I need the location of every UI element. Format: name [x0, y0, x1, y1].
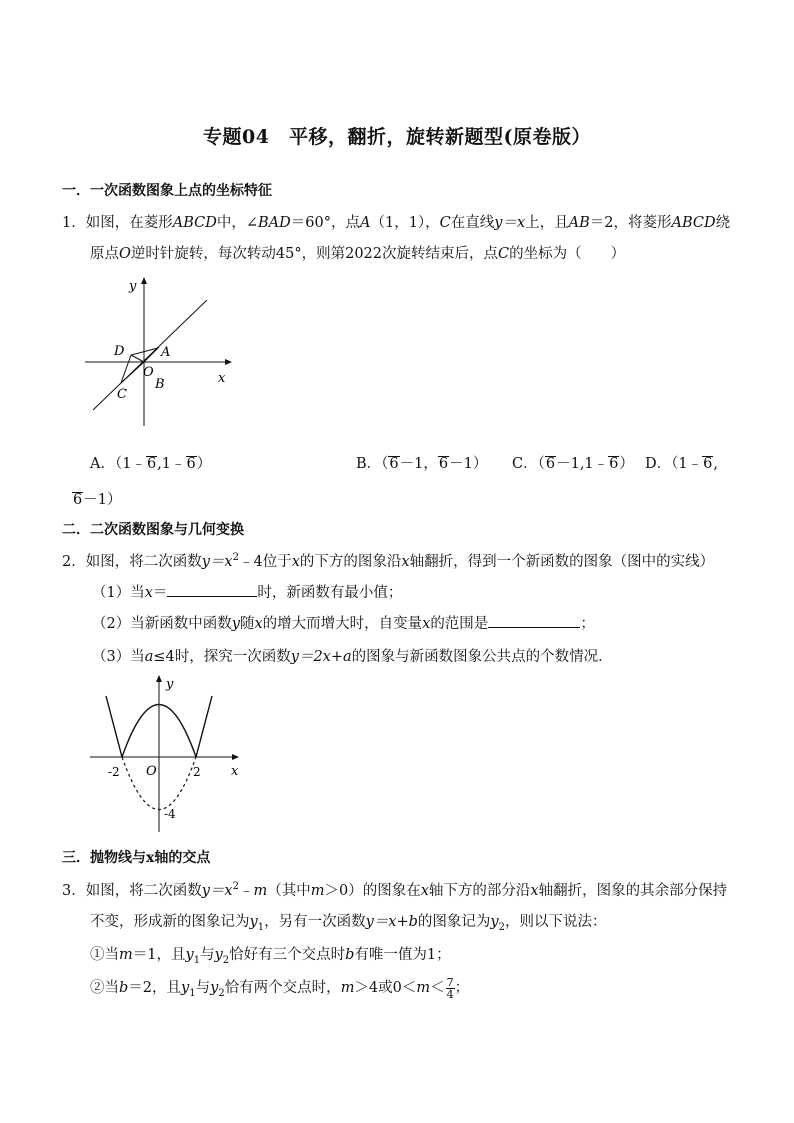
- label-2: 2: [193, 765, 201, 779]
- section-heading-3: 三．抛物线与x轴的交点: [62, 850, 211, 866]
- q3-text: ①当: [90, 947, 119, 963]
- q3-text: ，另有一次函数: [264, 914, 366, 930]
- q1-text: ＝60°，点: [290, 215, 360, 231]
- sqrt-6: 6: [545, 456, 556, 472]
- sqrt-6: 6: [703, 456, 713, 472]
- q3-var: b: [119, 980, 129, 996]
- q1-var: BAD: [258, 215, 291, 231]
- q1-var: O: [119, 246, 131, 262]
- q1-var: C: [498, 246, 510, 262]
- line-y-equals-x: [93, 300, 207, 410]
- q1-var: A: [359, 215, 371, 231]
- label-x: x: [231, 764, 239, 779]
- label-a: A: [161, 345, 171, 360]
- q3-var: m: [253, 883, 268, 899]
- q1-option-a[interactable]: [90, 452, 211, 473]
- q3-text: ＞0）的图象在: [324, 883, 421, 899]
- label-d: D: [114, 344, 125, 359]
- q2-text: （2）当新函数中函数: [92, 616, 232, 632]
- q2-var: x: [291, 554, 300, 570]
- option-text: －1）: [449, 456, 488, 472]
- q1-var: AB: [568, 215, 590, 231]
- q1-option-d-part1[interactable]: [645, 452, 718, 473]
- q3-var: x: [420, 883, 429, 899]
- label-minus-2: -2: [108, 765, 120, 779]
- page-title: 专题04 平移，翻折，旋转新题型(原卷版）: [203, 126, 591, 148]
- q1-var: C: [439, 215, 451, 231]
- q1-text: 原点: [90, 246, 119, 262]
- q1-text: 的坐标为（ ）: [509, 246, 626, 262]
- q2-text: （3）当: [92, 649, 145, 665]
- q2-var: x: [401, 554, 410, 570]
- sqrt-6: 6: [389, 456, 399, 472]
- q2-var: x: [254, 616, 263, 632]
- option-text: B．（: [356, 456, 389, 472]
- q3-subscript: 1: [193, 954, 201, 966]
- sqrt-6: 6: [146, 456, 157, 472]
- q1-text: 如图，在菱形: [85, 215, 173, 231]
- q3-var: m: [310, 883, 325, 899]
- sqrt-6: 6: [73, 492, 83, 508]
- parabola-right-arm: [196, 696, 212, 757]
- q1-option-d-part2[interactable]: [72, 488, 121, 509]
- q3-text: 恰有两个交点时，: [224, 980, 341, 996]
- q3-statement-1: [90, 943, 451, 966]
- option-text: ,1﹣: [157, 456, 186, 472]
- option-text: －1,1﹣: [556, 456, 609, 472]
- option-text: ）: [619, 456, 634, 472]
- q1-line-2: [90, 242, 625, 263]
- q3-text: 有唯一值为1；: [354, 947, 451, 963]
- q3-var: m: [416, 980, 431, 996]
- q3-equation: y＝x: [201, 883, 233, 899]
- q3-equation: y＝x+b: [365, 914, 418, 930]
- q3-text: ②当: [90, 980, 119, 996]
- q3-var: m: [119, 947, 133, 963]
- label-minus-4: -4: [164, 807, 176, 821]
- q3-text: 的图象记为: [417, 914, 491, 930]
- q3-exponent: 2: [232, 881, 239, 893]
- q3-subscript: 1: [189, 987, 196, 999]
- q2-figure-parabola: [88, 672, 248, 834]
- q3-var: y: [210, 980, 219, 996]
- q3-subscript: 1: [257, 921, 265, 933]
- fraction-7-4: [446, 977, 455, 1000]
- option-text: A．（1﹣: [90, 456, 146, 472]
- q1-equation: y＝x: [494, 215, 526, 231]
- q3-text: ﹣: [238, 883, 254, 899]
- q2-text: 轴翻折，得到一个新函数的图象（图中的实线）: [409, 554, 715, 570]
- q2-text: ≤4时，探究一次函数: [153, 649, 291, 665]
- q2-var: x: [422, 616, 431, 632]
- q3-statement-2: [90, 976, 469, 1000]
- q2-number: 2．: [62, 554, 86, 570]
- label-c: C: [117, 387, 127, 402]
- q3-var: b: [345, 947, 355, 963]
- q1-text: 在直线: [450, 215, 495, 231]
- q3-line-2: [90, 910, 606, 933]
- label-x: x: [218, 371, 226, 386]
- q3-var: y: [490, 914, 499, 930]
- q3-subscript: 2: [498, 921, 505, 933]
- q3-subscript: 2: [218, 987, 225, 999]
- q3-text: 如图，将二次函数: [85, 883, 202, 899]
- q3-text: 与: [200, 947, 215, 963]
- q2-equation: y＝x: [201, 554, 233, 570]
- q3-var: y: [249, 914, 258, 930]
- q1-figure-rhombus: [85, 272, 245, 432]
- answer-blank-1[interactable]: [167, 582, 257, 597]
- q1-text: 绕: [715, 215, 731, 231]
- q3-var: y: [181, 980, 190, 996]
- q2-text: 的图象与新函数图象公共点的个数情况．: [351, 649, 613, 665]
- q3-text: 恰好有三个交点时: [229, 947, 346, 963]
- q3-line-1: [62, 879, 727, 900]
- option-text: －1）: [83, 492, 122, 508]
- q2-equation: y＝2x+a: [290, 649, 352, 665]
- sqrt-6: 6: [609, 456, 619, 472]
- q3-var: y: [185, 947, 194, 963]
- q1-text: （1，1），: [370, 215, 440, 231]
- parabola-left-arm: [106, 696, 122, 757]
- q2-part-1: [92, 581, 402, 602]
- q3-text: ＞4或0＜: [354, 980, 417, 996]
- q1-option-c[interactable]: [512, 452, 634, 473]
- q2-text: 的范围是: [430, 616, 489, 632]
- answer-blank-2[interactable]: [488, 613, 580, 628]
- option-text: C．（: [512, 456, 545, 472]
- q1-line-1: [62, 211, 730, 232]
- q3-text: 轴翻折，图象的其余部分保持: [538, 883, 728, 899]
- q2-text: 的下方的图象沿: [299, 554, 402, 570]
- option-text: －1，: [399, 456, 438, 472]
- q2-part-3: [92, 645, 613, 666]
- section-heading-2: 二．二次函数图象与几何变换: [62, 522, 244, 538]
- fraction-denominator: 4: [446, 987, 454, 1001]
- q2-text: 的增大而增大时，自变量: [262, 616, 423, 632]
- q3-var: y: [214, 947, 223, 963]
- q3-text: ＝2，且: [128, 980, 182, 996]
- option-text: ,: [713, 456, 718, 472]
- q1-text: 逆时针旋转，每次转动45°，则第2022次旋转结束后，点: [130, 246, 498, 262]
- q1-text: 上，且: [525, 215, 569, 231]
- q1-number: 1．: [62, 215, 86, 231]
- q3-number: 3．: [62, 883, 86, 899]
- q2-text: 随: [239, 616, 255, 632]
- fraction-numerator: 7: [446, 975, 454, 989]
- q2-var: a: [144, 649, 154, 665]
- label-y: y: [166, 677, 174, 692]
- q2-part-2: [92, 612, 595, 633]
- q2-var: y: [231, 616, 240, 632]
- q3-text: 不变，形成新的图象记为: [90, 914, 250, 930]
- section-heading-1: 一．一次函数图象上点的坐标特征: [62, 183, 272, 199]
- q3-text: ＜: [430, 980, 445, 996]
- q3-subscript: 2: [222, 954, 230, 966]
- sqrt-6: 6: [438, 456, 449, 472]
- q1-var: ABCD: [671, 215, 716, 231]
- q1-text: 中，∠: [216, 215, 259, 231]
- label-y: y: [129, 279, 137, 294]
- q3-text: 与: [195, 980, 211, 996]
- diagonal-do: [131, 355, 144, 362]
- q3-var: m: [340, 980, 355, 996]
- q2-text: ＝: [152, 585, 168, 601]
- q1-text: ＝2，将菱形: [589, 215, 672, 231]
- q2-text: （1）当: [92, 585, 145, 601]
- label-b: B: [155, 377, 165, 392]
- q3-text: ；: [454, 980, 470, 996]
- q2-text: ﹣4位于: [238, 554, 292, 570]
- label-o: O: [146, 764, 157, 779]
- q3-var: x: [530, 883, 539, 899]
- q2-var: x: [144, 585, 153, 601]
- option-text: ）: [196, 456, 212, 472]
- sqrt-6: 6: [186, 456, 196, 472]
- q2-text: ；: [580, 616, 595, 632]
- q2-line-1: [62, 550, 714, 571]
- q3-text: ，则以下说法：: [504, 914, 607, 930]
- q1-var: ABCD: [172, 215, 217, 231]
- q2-exponent: 2: [232, 552, 239, 564]
- q1-option-b[interactable]: [356, 452, 487, 473]
- option-text: D．（1﹣: [645, 456, 703, 472]
- label-o: O: [143, 365, 154, 380]
- q2-text: 如图，将二次函数: [85, 554, 202, 570]
- q3-text: （其中: [267, 883, 311, 899]
- q3-text: ＝1，且: [132, 947, 186, 963]
- q2-text: 时，新函数有最小值；: [257, 585, 403, 601]
- q3-text: 轴下方的部分沿: [428, 883, 531, 899]
